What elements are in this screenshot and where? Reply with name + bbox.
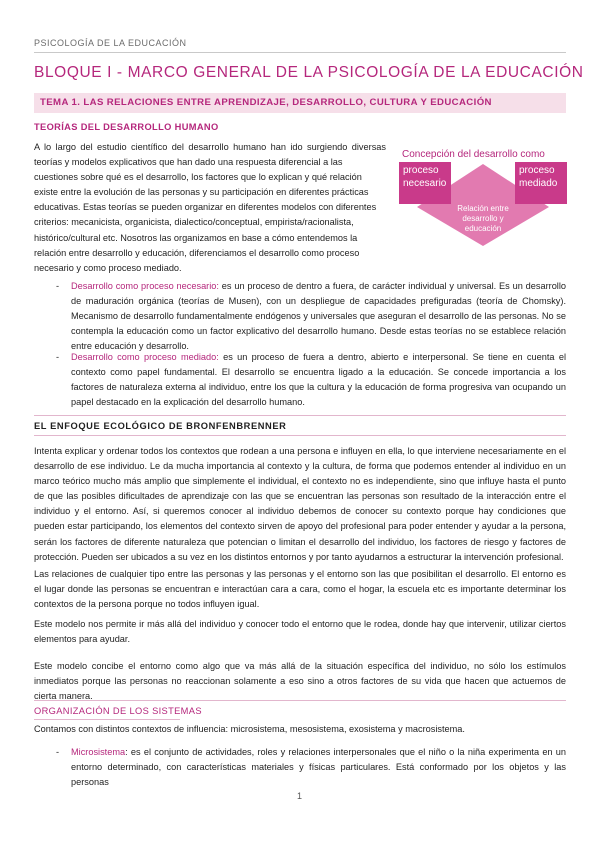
intro-line: educativas. Estas teorías se pueden organizar en diferentes modelos con diferentes [34,202,377,213]
section-title-bronfenbrenner: EL ENFOQUE ECOLÓGICO DE BRONFENBRENNER [34,421,287,431]
intro-line: A lo largo del estudio científico del desarrollo humano han ido surgiendo diversas [34,142,386,152]
intro-line: necesario y como proceso mediado. [34,262,182,273]
running-header: PSICOLOGÍA DE LA EDUCACIÓN [34,38,187,48]
intro-line: teorías y modelos explicativos que han dado una respuesta diferencial a las [34,157,343,168]
page-number: 1 [296,791,302,801]
section-rule-bottom [34,719,180,720]
diagram-box-mediado: proceso mediado [515,162,567,204]
section-title-sistemas: ORGANIZACIÓN DE LOS SISTEMAS [34,706,202,716]
diagram-title: Concepción del desarrollo como [402,149,545,160]
intro-line: existe entre la evolución de las personas y su participación en diferentes prácticas [34,187,369,198]
bullet-term: Desarrollo como proceso mediado: [71,352,219,362]
intro-line: criterios: mecanicista, organicista, dialectico/conceptual, empirista/racionalista, [34,217,354,228]
intro-line: relación entre desarrollo y educación, diferenciamos el desarrollo como proceso [34,247,360,258]
bullet-dash: - [56,352,60,362]
section-title-teorias: TEORÍAS DEL DESARROLLO HUMANO [34,122,219,132]
bullet-dash: - [56,281,60,291]
paragraph: Contamos con distintos contextos de influencia: microsistema, mesosistema, exosistema y macrosistema. [34,724,465,734]
bullet-text: : es el conjunto de actividades, roles y relaciones interpersonales que el niño o la niña experimenta en un entorno determinado, con características materiales y físicas particulares. Está conformado por los objetos y las personas [71,747,566,788]
intro-line: histórico/cultural etc. Nosotros las organizamos en base a cómo entendemos la [34,232,358,243]
bullet-proceso-necesario [56,279,566,354]
paragraph: Este modelo nos permite ir más allá del individuo y conocer todo el entorno que le rodea, donde hay que intervenir, utilizar ciertos elementos para ayudar. [34,619,566,645]
tema-title: TEMA 1. LAS RELACIONES ENTRE APRENDIZAJE, DESARROLLO, CULTURA Y EDUCACIÓN [40,97,492,108]
diagram-center-label: Relación entre desarrollo y educación [457,204,509,233]
bullet-microsistema [56,745,566,790]
header-rule [34,52,566,53]
paragraph: Las relaciones de cualquier tipo entre las personas y las personas y el entorno son las que posibilitan el desarrollo. El entorno es el lugar donde las personas se encuentran e interactúan cara a cara, como el hogar, la escuela etc es importante determinar los contextos de la persona porque no todos influyen igual. [34,569,566,610]
paragraph: Intenta explicar y ordenar todos los contextos que rodean a una persona e influyen en ella, lo que interviene necesariamente en el desarrollo de ese individuo. Le da mucha importancia al contexto y la cultura, de forma que podemos entender al individuo en un marco teórico mucho más amplio que simplemente el individual, el contexto no es independiente, sino que influye hasta el punto de que las posibles dificultades de aprendizaje con las que se encuentran las personas son resultado de la interacción entre el individuo y el entorno. Así, si queremos conocer al individuo debemos de conocer su contexto porque hay condiciones que pueden estar participando, los elementos del contexto sirven de apoyo del profesional para poder entender y ayudar a la persona, serán los factores de diferente naturaleza que potencian o limitan el desarrollo del individuo, los factores de riesgo y factores de protección. Pueden ser ubicados a su vez en los distintos entornos y por tanto ayudarnos a estructurar la intervención profesional. [34,446,566,562]
paragraph: Este modelo concibe el entorno como algo que va más allá de la situación específica del individuo, no sólo los estímulos inmediatos porque las personas no reaccionan solamente a eso sino a otros factores de su vida que hacen que actuemos de cierta manera. [34,661,566,702]
section-rule-top [34,700,566,701]
intro-paragraph [34,140,386,276]
diagram-box-necesario: proceso necesario [399,162,451,204]
intro-line: cuestiones sobre qué es el desarrollo, los factores que lo explican y qué relación [34,172,362,183]
bullet-text: es un proceso de dentro a fuera, de carácter individual y universal. Es un desarrollo de maduración orgánica (teorías de Musen), con un despliegue de capacidades prefiguradas (teoría de Chomsky). Mecanismo de desarrollo fundamentalmente endógenos y universales que aseguran el desarrollo de las personas. No se contempla la educación como un factor explicativo del desarrollo humano. Desde estas teorías no se establece relación entre educación y desarrollo. [71,281,566,352]
section-rule-bottom [34,435,566,436]
development-concept-diagram [399,146,567,246]
section-rule-top [34,415,566,416]
bullet-term: Desarrollo como proceso necesario: [71,281,219,291]
tema-heading-bar [34,93,566,113]
bullet-term: Microsistema [71,747,126,757]
bullet-text: es un proceso de fuera a dentro, abierto e interpersonal. Se tiene en cuenta el contexto como papel fundamental. El desarrollo se encuentra ligado a la educación. Se concede importancia a los factores de naturaleza externa al individuo, entre los que la cultura y la educación de forma progresiva van ocupando un papel destacado en la explicación del desarrollo humano. [71,352,566,408]
bullet-proceso-mediado [56,350,566,410]
block-title: BLOQUE I - MARCO GENERAL DE LA PSICOLOGÍA DE LA EDUCACIÓN [34,64,584,81]
bullet-dash: - [56,747,60,757]
